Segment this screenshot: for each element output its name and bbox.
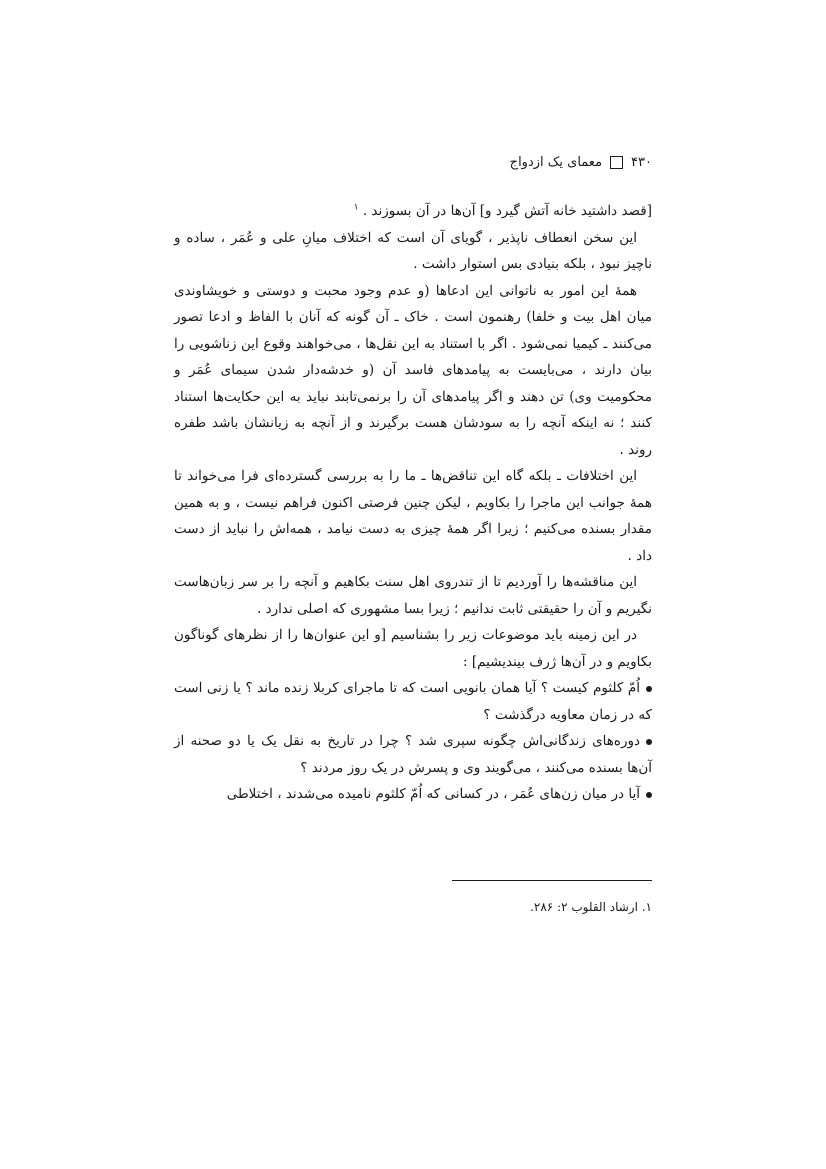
- running-title: معمای یک ازدواج: [509, 154, 603, 170]
- footnote-divider: [452, 880, 652, 881]
- page-header: [174, 150, 652, 174]
- quote-paragraph: [174, 198, 652, 225]
- square-icon: [610, 156, 623, 169]
- paragraph: همهٔ این امور به ناتوانی این ادعاها (و عدم وجود محبت و دوستی و خویشاوندی میان اهل بیت و خلفا) رهنمون است . خاک ـ آن گونه که آنان با الفاظ و ادعا تصور می‌کنند ـ کیمیا نمی‌شود . اگر با استناد به این نقل‌ها ، می‌خواهند وقوع این زناشویی را بیان دارند ، می‌بایست به پیامدهای فاسد آن (و خدشه‌دار شدن سیمای عُمَر و محکومیت وی) تن دهند و اگر پیامدهای آن را برنمی‌تابند نباید به این حکایت‌ها استناد کنند ؛ نه اینکه آنچه را به سودشان هست برگیرند و از آنچه به زیانشان باشد طفره روند .: [174, 282, 652, 458]
- bullet-icon: [646, 792, 652, 798]
- body-text: [174, 198, 652, 808]
- paragraph: در این زمینه باید موضوعات زیر را بشناسیم [و این عنوان‌ها را از نظرهای گوناگون بکاویم و در آن‌ها ژرف بیندیشیم] :: [174, 627, 652, 670]
- bullet-item: [174, 728, 652, 781]
- bullet-item: [174, 781, 652, 808]
- bullet-icon: [646, 739, 652, 745]
- bullet-text: آیا در میان زن‌های عُمَر ، در کسانی که اُمّ کلثوم نامیده می‌شدند ، اختلاطی: [226, 786, 640, 802]
- paragraph: این سخن انعطاف ناپذیر ، گویای آن است که اختلاف میانِ علی و عُمَر ، ساده و ناچیز نبود ، بلکه بنیادی بس استوار داشت .: [174, 229, 652, 272]
- bullet-text: اُمّ کلثوم کیست ؟ آیا همان بانویی است که تا ماجرای کربلا زنده ماند ؟ یا زنی است که در زمان معاویه درگذشت ؟: [174, 680, 652, 723]
- page-number: ۴۳۰: [631, 154, 652, 170]
- paragraph: این اختلافات ـ بلکه گاه این تناقض‌ها ـ ما را به بررسی گسترده‌ای فرا می‌خواند تا همهٔ جوانب این ماجرا را بکاویم ، لیکن چنین فرصتی اکنون فراهم نیست ، و به همین مقدار بسنده می‌کنیم ؛ زیرا اگر همهٔ چیزی به دست نیامد ، همه‌اش را نباید از دست داد .: [174, 468, 652, 564]
- footnote-reference: ۱: [353, 202, 359, 213]
- bullet-item: [174, 675, 652, 728]
- bullet-icon: [646, 686, 652, 692]
- footnote: ۱. ارشاد القلوب ۲: ۲۸۶.: [530, 900, 652, 914]
- paragraph: این مناقشه‌ها را آوردیم تا از تندروی اهل سنت بکاهیم و آنچه را بر سر زبان‌هاست نگیریم و آن را حقیقتی ثابت ندانیم ؛ زیرا بسا مشهوری که اصلی ندارد .: [174, 574, 652, 617]
- bullet-text: دوره‌های زندگانی‌اش چگونه سپری شد ؟ چرا در تاریخ به نقل یک یا دو صحنه از آن‌ها بسنده می‌کنند ، می‌گویند وی و پسرش در یک روز مردند ؟: [174, 733, 652, 776]
- quote-text: [قصد داشتید خانه آتش گیرد و] آن‌ها در آن بسوزند .: [362, 203, 652, 219]
